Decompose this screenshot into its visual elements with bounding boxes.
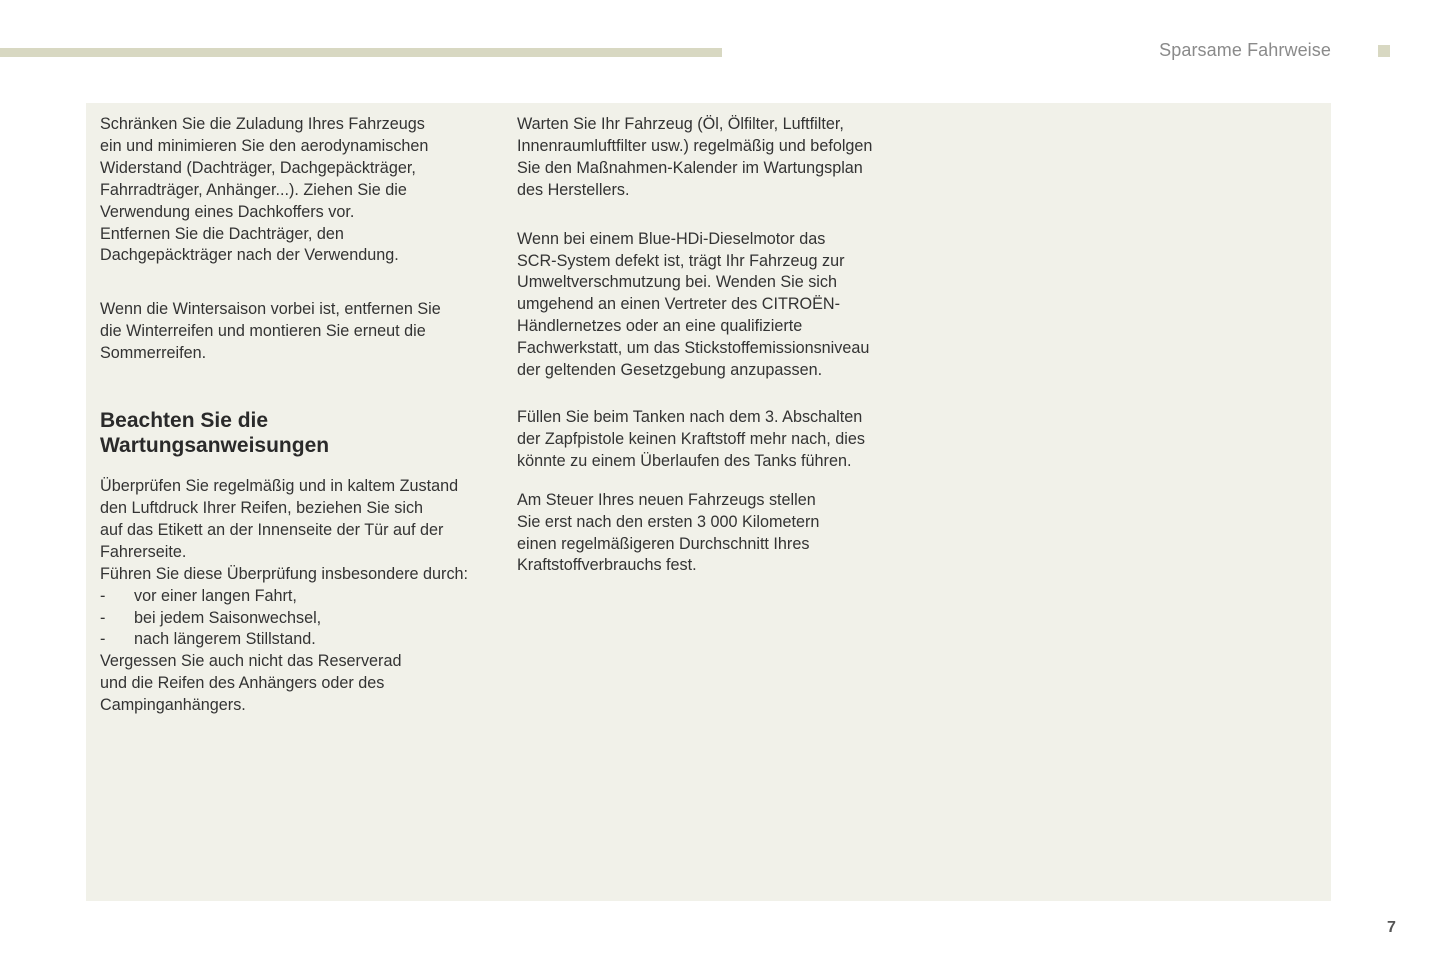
text-line: Entfernen Sie die Dachträger, den — [100, 224, 344, 243]
text-line: des Herstellers. — [517, 180, 630, 199]
text-line: umgehend an einen Vertreter des CITROËN- — [517, 295, 841, 314]
text-line: Verwendung eines Dachkoffers vor. — [100, 202, 355, 221]
text-line: und die Reifen des Anhängers oder des — [100, 674, 385, 693]
paragraph-winter-tyres — [100, 299, 490, 365]
section-title: Sparsame Fahrweise — [1159, 40, 1331, 60]
list-dash: - — [100, 586, 106, 605]
text-line: ein und minimieren Sie den aerodynamischen — [100, 136, 429, 155]
text-line: Innenraumluftfilter usw.) regelmäßig und befolgen — [517, 136, 873, 155]
text-line: Überprüfen Sie regelmäßig und in kaltem Zustand — [100, 477, 459, 496]
list-item-text: vor einer langen Fahrt, — [134, 586, 297, 605]
check-occasions-list — [100, 586, 490, 652]
paragraph-maintenance — [517, 114, 907, 202]
text-line: Fahrradträger, Anhänger...). Ziehen Sie die — [100, 180, 407, 199]
list-item-text: bei jedem Saisonwechsel, — [134, 608, 322, 627]
list-item — [100, 586, 490, 608]
paragraph-tyre-pressure — [100, 476, 490, 586]
left-column — [100, 114, 490, 717]
list-item — [100, 608, 490, 630]
header-rule — [0, 48, 722, 57]
text-line: könnte zu einem Überlaufen des Tanks führen. — [517, 451, 852, 470]
text-line: der Zapfpistole keinen Kraftstoff mehr nach, dies — [517, 429, 865, 448]
text-line: Wenn die Wintersaison vorbei ist, entfernen Sie — [100, 300, 441, 319]
paragraph-spare-wheel — [100, 651, 490, 717]
text-line: Kraftstoffverbrauchs fest. — [517, 556, 697, 575]
text-line: den Luftdruck Ihrer Reifen, beziehen Sie sich — [100, 498, 424, 517]
text-line: Dachgepäckträger nach der Verwendung. — [100, 246, 399, 265]
text-line: Fahrerseite. — [100, 542, 187, 561]
paragraph-load-reduction — [100, 114, 490, 267]
text-line: Fachwerkstatt, um das Stickstoffemissionsniveau — [517, 339, 870, 358]
paragraph-scr-system — [517, 229, 907, 382]
text-line: Am Steuer Ihres neuen Fahrzeugs stellen — [517, 490, 816, 509]
heading-line: Beachten Sie die — [100, 409, 269, 433]
text-line: Sommerreifen. — [100, 344, 207, 363]
text-line: der geltenden Gesetzgebung anzupassen. — [517, 361, 823, 380]
section-marker-square — [1378, 45, 1390, 57]
content-panel — [86, 103, 1331, 901]
text-line: Sie erst nach den ersten 3 000 Kilometern — [517, 512, 820, 531]
list-dash: - — [100, 608, 106, 627]
right-column — [517, 114, 907, 577]
text-line: Händlernetzes oder an eine qualifizierte — [517, 317, 803, 336]
list-item — [100, 629, 490, 651]
paragraph-fuel-consumption — [517, 490, 907, 578]
text-line: SCR-System defekt ist, trägt Ihr Fahrzeug zur — [517, 251, 845, 270]
text-line: Wenn bei einem Blue-HDi-Dieselmotor das — [517, 229, 826, 248]
text-line: Füllen Sie beim Tanken nach dem 3. Abschalten — [517, 407, 863, 426]
heading-line: Wartungsanweisungen — [100, 434, 330, 458]
text-line: einen regelmäßigeren Durchschnitt Ihres — [517, 534, 810, 553]
text-line: Umweltverschmutzung bei. Wenden Sie sich — [517, 273, 837, 292]
text-line: Führen Sie diese Überprüfung insbesondere durch: — [100, 564, 469, 583]
text-line: Vergessen Sie auch nicht das Reserverad — [100, 652, 402, 671]
list-item-text: nach längerem Stillstand. — [134, 630, 316, 649]
paragraph-refuelling — [517, 407, 907, 473]
list-dash: - — [100, 630, 106, 649]
text-line: die Winterreifen und montieren Sie erneut die — [100, 322, 426, 341]
text-line: Warten Sie Ihr Fahrzeug (Öl, Ölfilter, Luftfilter, — [517, 115, 844, 133]
page-number: 7 — [1387, 919, 1396, 936]
section-heading — [100, 408, 490, 458]
text-line: Schränken Sie die Zuladung Ihres Fahrzeugs — [100, 115, 425, 133]
text-line: auf das Etikett an der Innenseite der Tür auf der — [100, 520, 444, 539]
text-line: Campinganhängers. — [100, 696, 246, 715]
text-line: Sie den Maßnahmen-Kalender im Wartungsplan — [517, 158, 863, 177]
text-line: Widerstand (Dachträger, Dachgepäckträger, — [100, 158, 416, 177]
